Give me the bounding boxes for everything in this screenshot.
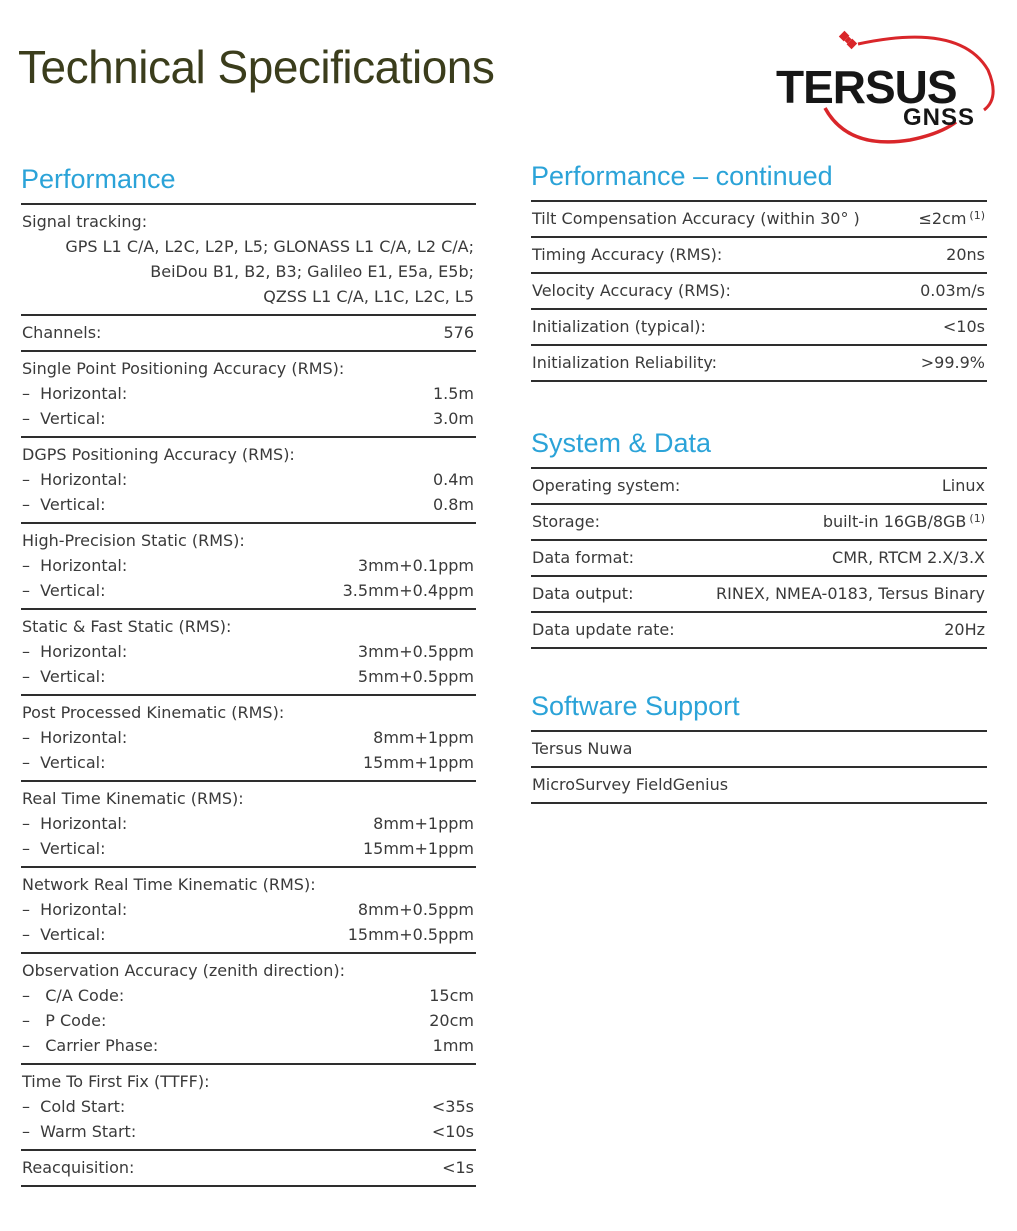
spec-value: 0.03m/s	[920, 281, 985, 300]
footnote-ref: (1)	[969, 512, 985, 525]
spec-value: 576	[443, 323, 474, 342]
section-title-system-data: System & Data	[531, 428, 712, 458]
spec-value: 3.5mm+0.4ppm	[342, 581, 474, 600]
spec-group	[21, 868, 476, 954]
spec-label: – Vertical:	[22, 836, 105, 861]
software-support-table	[531, 730, 987, 804]
spec-label: Tilt Compensation Accuracy (within 30° )	[532, 209, 860, 228]
spec-label: Timing Accuracy (RMS):	[532, 245, 723, 264]
spec-group-label: High-Precision Static (RMS):	[22, 531, 245, 550]
spec-value: 15cm	[429, 986, 474, 1005]
software-item: MicroSurvey FieldGenius	[532, 775, 729, 794]
spec-label: Velocity Accuracy (RMS):	[532, 281, 731, 300]
right-column	[531, 163, 987, 804]
spec-label: – Vertical:	[22, 750, 105, 775]
spec-value: GPS L1 C/A, L2C, L2P, L5; GLONASS L1 C/A, L2 C/A;	[65, 237, 474, 256]
spec-row-channels	[21, 316, 476, 352]
spec-value: 3mm+0.1ppm	[357, 556, 474, 575]
spec-row-reacquisition	[21, 1151, 476, 1187]
spec-value: built-in 16GB/8GB $^{(1)}$	[822, 512, 985, 531]
spec-value: 8mm+1ppm	[373, 814, 474, 833]
spec-label: Signal tracking:	[22, 212, 148, 231]
spec-group-label: Real Time Kinematic (RMS):	[22, 789, 244, 808]
spec-value: 15mm+1ppm	[362, 839, 474, 858]
spec-label: – Horizontal:	[22, 639, 127, 664]
spec-group-label: Single Point Positioning Accuracy (RMS):	[22, 359, 345, 378]
section-title-performance: Performance	[21, 164, 176, 194]
software-item: Tersus Nuwa	[532, 739, 633, 758]
spec-value: 5mm+0.5ppm	[357, 667, 474, 686]
spec-label: – Horizontal:	[22, 553, 127, 578]
spec-label: – Horizontal:	[22, 897, 127, 922]
spec-label: Data output:	[532, 584, 634, 603]
page-title: Technical Specifications	[18, 41, 495, 93]
spec-value: 3mm+0.5ppm	[357, 642, 474, 661]
spec-value: 1mm	[432, 1036, 474, 1055]
spec-label: Data update rate:	[532, 620, 675, 639]
spec-value: >99.9%	[920, 353, 985, 372]
spec-label: – Cold Start:	[22, 1094, 125, 1119]
spec-value: 1.5m	[432, 384, 474, 403]
spec-group	[21, 954, 476, 1065]
spec-group-label: Network Real Time Kinematic (RMS):	[22, 875, 316, 894]
spec-label: Reacquisition:	[22, 1158, 135, 1177]
section-title-performance-continued: Performance – continued	[531, 161, 833, 191]
spec-label: Data format:	[532, 548, 635, 567]
spec-value: <10s	[942, 317, 985, 336]
spec-group-label: Observation Accuracy (zenith direction):	[22, 961, 345, 980]
spec-label: Initialization Reliability:	[532, 353, 718, 372]
spec-label: – Warm Start:	[22, 1119, 136, 1144]
spec-value: BeiDou B1, B2, B3; Galileo E1, E5a, E5b;	[150, 262, 474, 281]
spec-group-label: Post Processed Kinematic (RMS):	[22, 703, 285, 722]
spec-value: 8mm+1ppm	[373, 728, 474, 747]
spec-row-signal-tracking	[21, 205, 476, 316]
spec-label: – Horizontal:	[22, 467, 127, 492]
spec-group	[21, 438, 476, 524]
tersus-gnss-logo	[770, 22, 1002, 150]
spec-label: – C/A Code:	[22, 983, 124, 1008]
spec-group	[21, 782, 476, 868]
spec-value: 15mm+0.5ppm	[347, 925, 474, 944]
performance-table	[21, 203, 476, 1187]
spec-label: Channels:	[22, 323, 102, 342]
spec-label: – Vertical:	[22, 406, 105, 431]
section-title-software-support: Software Support	[531, 691, 740, 721]
spec-group	[21, 696, 476, 782]
spec-label: – Vertical:	[22, 922, 105, 947]
spec-group	[21, 352, 476, 438]
footnote-ref: (1)	[969, 209, 985, 222]
performance-continued-table	[531, 200, 987, 382]
spec-label: – Horizontal:	[22, 725, 127, 750]
spec-label: – Vertical:	[22, 578, 105, 603]
performance-section	[21, 166, 476, 1187]
spec-label: Initialization (typical):	[532, 317, 706, 336]
spec-group-label: Time To First Fix (TTFF):	[22, 1072, 210, 1091]
spec-label: – Horizontal:	[22, 811, 127, 836]
spec-label: – P Code:	[22, 1008, 106, 1033]
spec-label: Operating system:	[532, 476, 681, 495]
spec-value: CMR, RTCM 2.X/3.X	[832, 548, 985, 567]
spec-label: – Carrier Phase:	[22, 1033, 158, 1058]
spec-value: QZSS L1 C/A, L1C, L2C, L5	[263, 287, 474, 306]
spec-value: RINEX, NMEA-0183, Tersus Binary	[716, 584, 985, 603]
spec-value: 20cm	[429, 1011, 474, 1030]
spec-value: <35s	[431, 1097, 474, 1116]
spec-value: 0.4m	[432, 470, 474, 489]
spec-value: <1s	[442, 1158, 474, 1177]
spec-value: ≤2cm $^{(1)}$	[918, 209, 985, 228]
spec-value: 0.8m	[432, 495, 474, 514]
spec-value: 15mm+1ppm	[362, 753, 474, 772]
spec-value: Linux	[941, 476, 985, 495]
spec-value: <10s	[431, 1122, 474, 1141]
spec-group-label: Static & Fast Static (RMS):	[22, 617, 232, 636]
spec-label: – Horizontal:	[22, 381, 127, 406]
spec-value: 20Hz	[944, 620, 985, 639]
spec-group	[21, 524, 476, 610]
spec-value: 3.0m	[432, 409, 474, 428]
system-data-table	[531, 467, 987, 649]
spec-group	[21, 610, 476, 696]
spec-group	[21, 1065, 476, 1151]
spec-label: Storage:	[532, 512, 600, 531]
spec-group-label: DGPS Positioning Accuracy (RMS):	[22, 445, 295, 464]
logo-brand: TERSUS	[776, 61, 957, 113]
spec-value: 8mm+0.5ppm	[357, 900, 474, 919]
logo-sub: GNSS	[903, 104, 976, 131]
spec-label: – Vertical:	[22, 664, 105, 689]
spec-value: 20ns	[946, 245, 985, 264]
spec-label: – Vertical:	[22, 492, 105, 517]
